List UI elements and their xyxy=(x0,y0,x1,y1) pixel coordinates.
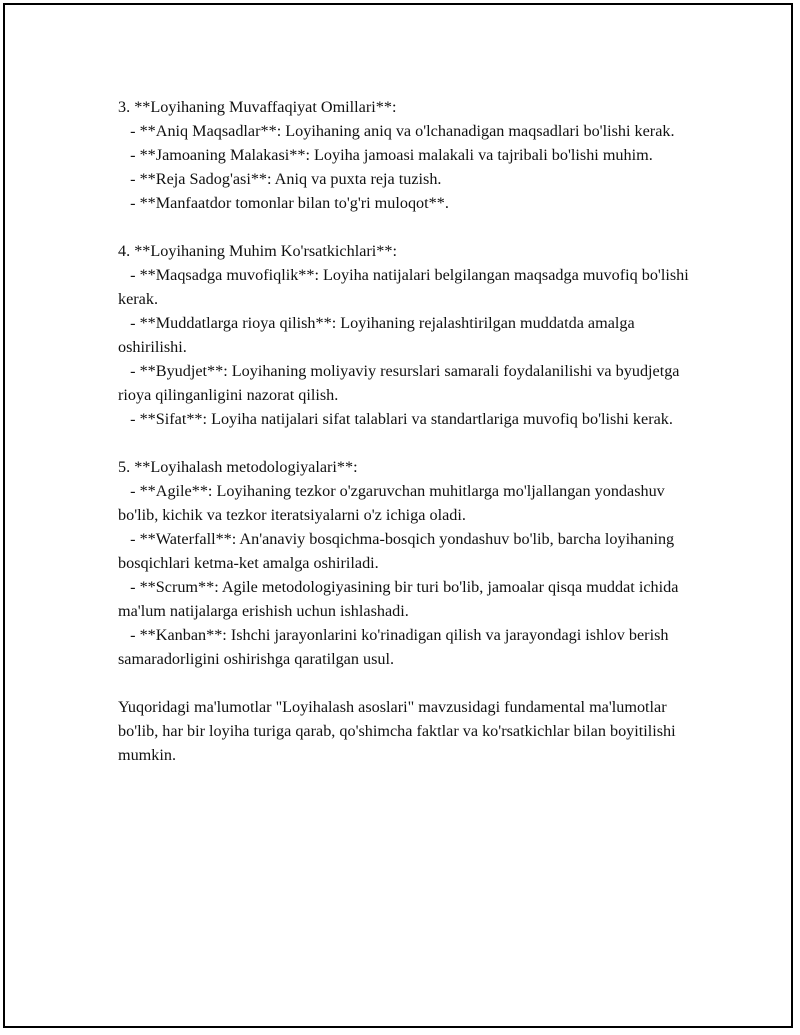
list-item: - **Byudjet**: Loyihaning moliyaviy resurslari samarali foydalanilishi va byudjetga rioya qilinganligini nazorat qilish. xyxy=(118,362,684,404)
section-success-factors xyxy=(118,95,698,215)
list-item: - **Kanban**: Ishchi jarayonlarini ko'rinadigan qilish va jarayondagi ishlov berish samaradorligini oshirishga qaratilgan usul. xyxy=(118,626,673,668)
list-item: - **Muddatlarga rioya qilish**: Loyihaning rejalashtirilgan muddatda amalga oshirilishi. xyxy=(118,314,639,356)
list-item: - **Scrum**: Agile metodologiyasining bir turi bo'lib, jamoalar qisqa muddat ichida ma'lum natijalarga erishish uchun ishlashadi. xyxy=(118,578,683,620)
list-item: - **Waterfall**: An'anaviy bosqichma-bosqich yondashuv bo'lib, barcha loyihaning bosqichlari ketma-ket amalga oshiriladi. xyxy=(118,530,679,572)
document-body xyxy=(118,95,698,767)
list-item: - **Reja Sadog'asi**: Aniq va puxta reja tuzish. xyxy=(118,170,442,188)
list-item: - **Maqsadga muvofiqlik**: Loyiha natijalari belgilangan maqsadga muvofiq bo'lishi kerak. xyxy=(118,266,693,308)
list-item: - **Manfaatdor tomonlar bilan to'g'ri muloqot**. xyxy=(118,194,449,212)
list-item: - **Sifat**: Loyiha natijalari sifat talablari va standartlariga muvofiq bo'lishi kerak. xyxy=(118,410,673,428)
section-title: 3. **Loyihaning Muvaffaqiyat Omillari**: xyxy=(118,98,397,116)
section-methodologies xyxy=(118,455,698,671)
closing-paragraph: Yuqoridagi ma'lumotlar "Loyihalash asoslari" mavzusidagi fundamental ma'lumotlar bo'lib, har bir loyiha turiga qarab, qo'shimcha faktlar va ko'rsatkichlar bilan boyitilishi mumkin. xyxy=(118,698,676,764)
list-item: - **Jamoaning Malakasi**: Loyiha jamoasi malakali va tajribali bo'lishi muhim. xyxy=(118,146,653,164)
section-key-indicators xyxy=(118,239,698,431)
list-item: - **Aniq Maqsadlar**: Loyihaning aniq va o'lchanadigan maqsadlari bo'lishi kerak. xyxy=(118,122,675,140)
section-title: 5. **Loyihalash metodologiyalari**: xyxy=(118,458,358,476)
section-title: 4. **Loyihaning Muhim Ko'rsatkichlari**: xyxy=(118,242,397,260)
list-item: - **Agile**: Loyihaning tezkor o'zgaruvchan muhitlarga mo'ljallangan yondashuv bo'lib, kichik va tezkor iteratsiyalarni o'z ichiga oladi. xyxy=(118,482,669,524)
